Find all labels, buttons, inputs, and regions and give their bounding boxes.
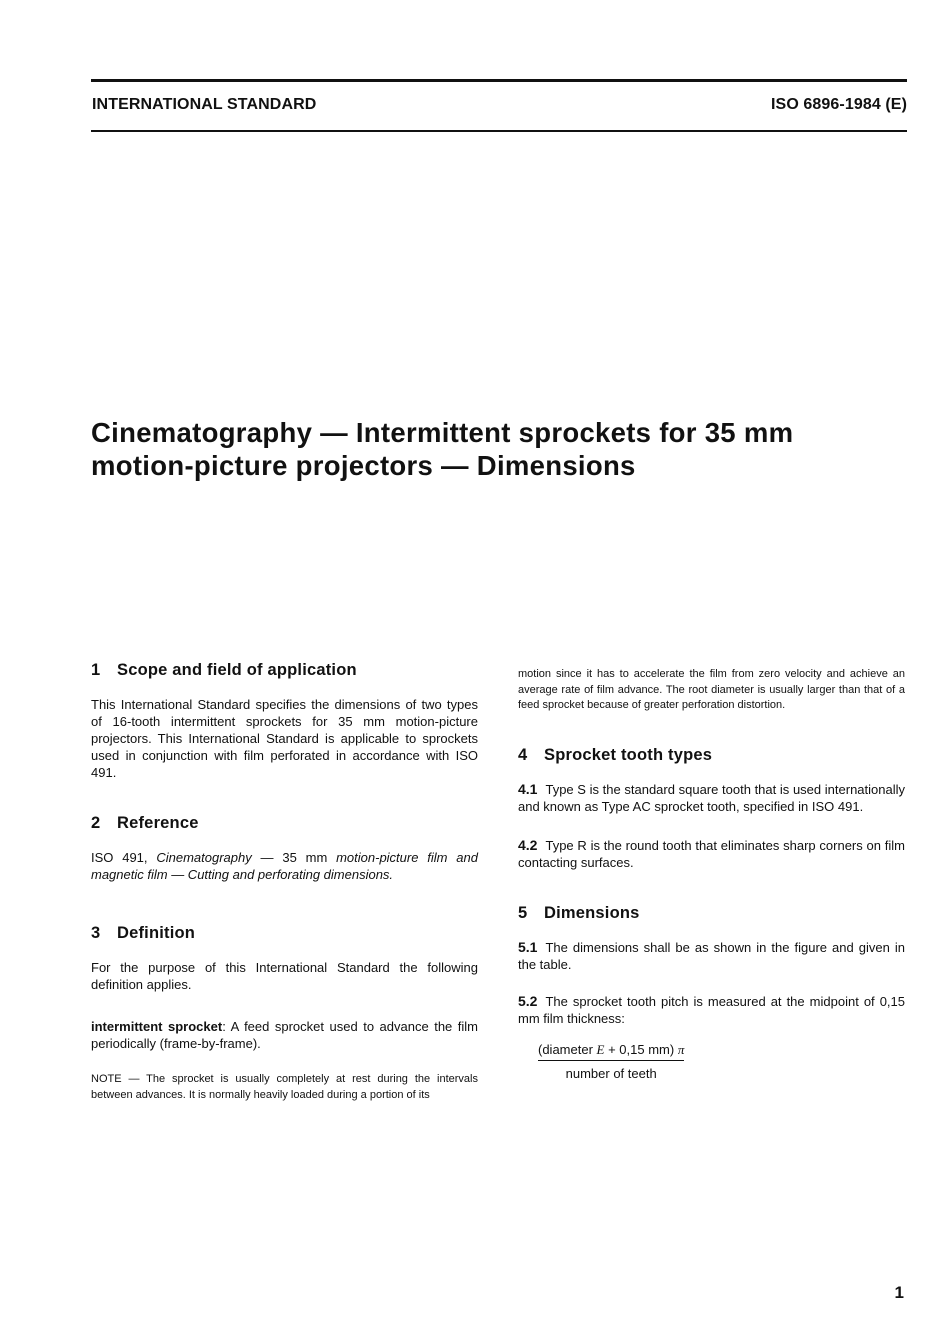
formula-denominator: number of teeth <box>565 1065 657 1081</box>
section-3-body: For the purpose of this International Standard the following definition applies. <box>91 960 478 992</box>
clause-5-2: 5.2 The sprocket tooth pitch is measured at the midpoint of 0,15 mm film thickness: <box>518 992 905 1026</box>
definition-note-continued: motion since it has to accelerate the film from zero velocity and achieve an average rate of film advance. The root diameter is usually larger than that of a feed sprocket because of greater perforation distortion. <box>518 668 905 711</box>
formula-numerator: (diameter E + 0,15 mm) π <box>538 1041 684 1061</box>
header-bottom-rule <box>91 130 907 132</box>
right-column <box>518 667 905 1082</box>
pitch-formula <box>538 1041 684 1082</box>
section-1-heading: 1 Scope and field of application <box>91 661 357 679</box>
document-title <box>91 416 891 482</box>
document-type-label: INTERNATIONAL STANDARD <box>92 96 317 113</box>
header-top-rule <box>91 79 907 82</box>
reference-entry: ISO 491, Cinematography — 35 mm motion-picture film and magnetic film — Cutting and perforating dimensions. <box>91 850 478 882</box>
left-column <box>91 660 478 1103</box>
title-line-2: motion-picture projectors — Dimensions <box>91 450 636 481</box>
section-4-heading: 4 Sprocket tooth types <box>518 745 713 764</box>
definition-entry: intermittent sprocket: A feed sprocket used to advance the film periodically (frame-by-frame). <box>91 1019 478 1051</box>
title-line-1: Cinematography — Intermittent sprockets for 35 mm <box>91 417 794 448</box>
standard-number: ISO 6896-1984 (E) <box>771 96 907 113</box>
section-5-heading: 5 Dimensions <box>518 903 640 922</box>
clause-5-1: 5.1 The dimensions shall be as shown in the figure and given in the table. <box>518 938 905 972</box>
definition-term: intermittent sprocket <box>91 1019 223 1034</box>
definition-note: NOTE — The sprocket is usually completely at rest during the intervals between advances. It is normally heavily loaded during a portion of its <box>91 1073 478 1101</box>
section-1-body: This International Standard specifies the dimensions of two types of 16-tooth intermittent sprockets for 35 mm motion-picture projectors. This International Standard is applicable to sprockets used in conjunction with film perforated in accordance with ISO 491. <box>91 697 478 780</box>
page-number: 1 <box>894 1283 904 1302</box>
section-2-heading: 2 Reference <box>91 814 199 832</box>
clause-4-2: 4.2 Type R is the round tooth that eliminates sharp corners on film contacting surfaces. <box>518 836 905 870</box>
section-3-heading: 3 Definition <box>91 924 196 942</box>
clause-4-1: 4.1 Type S is the standard square tooth that is used internationally and known as Type AC sprocket tooth, specified in ISO 491. <box>518 780 905 814</box>
